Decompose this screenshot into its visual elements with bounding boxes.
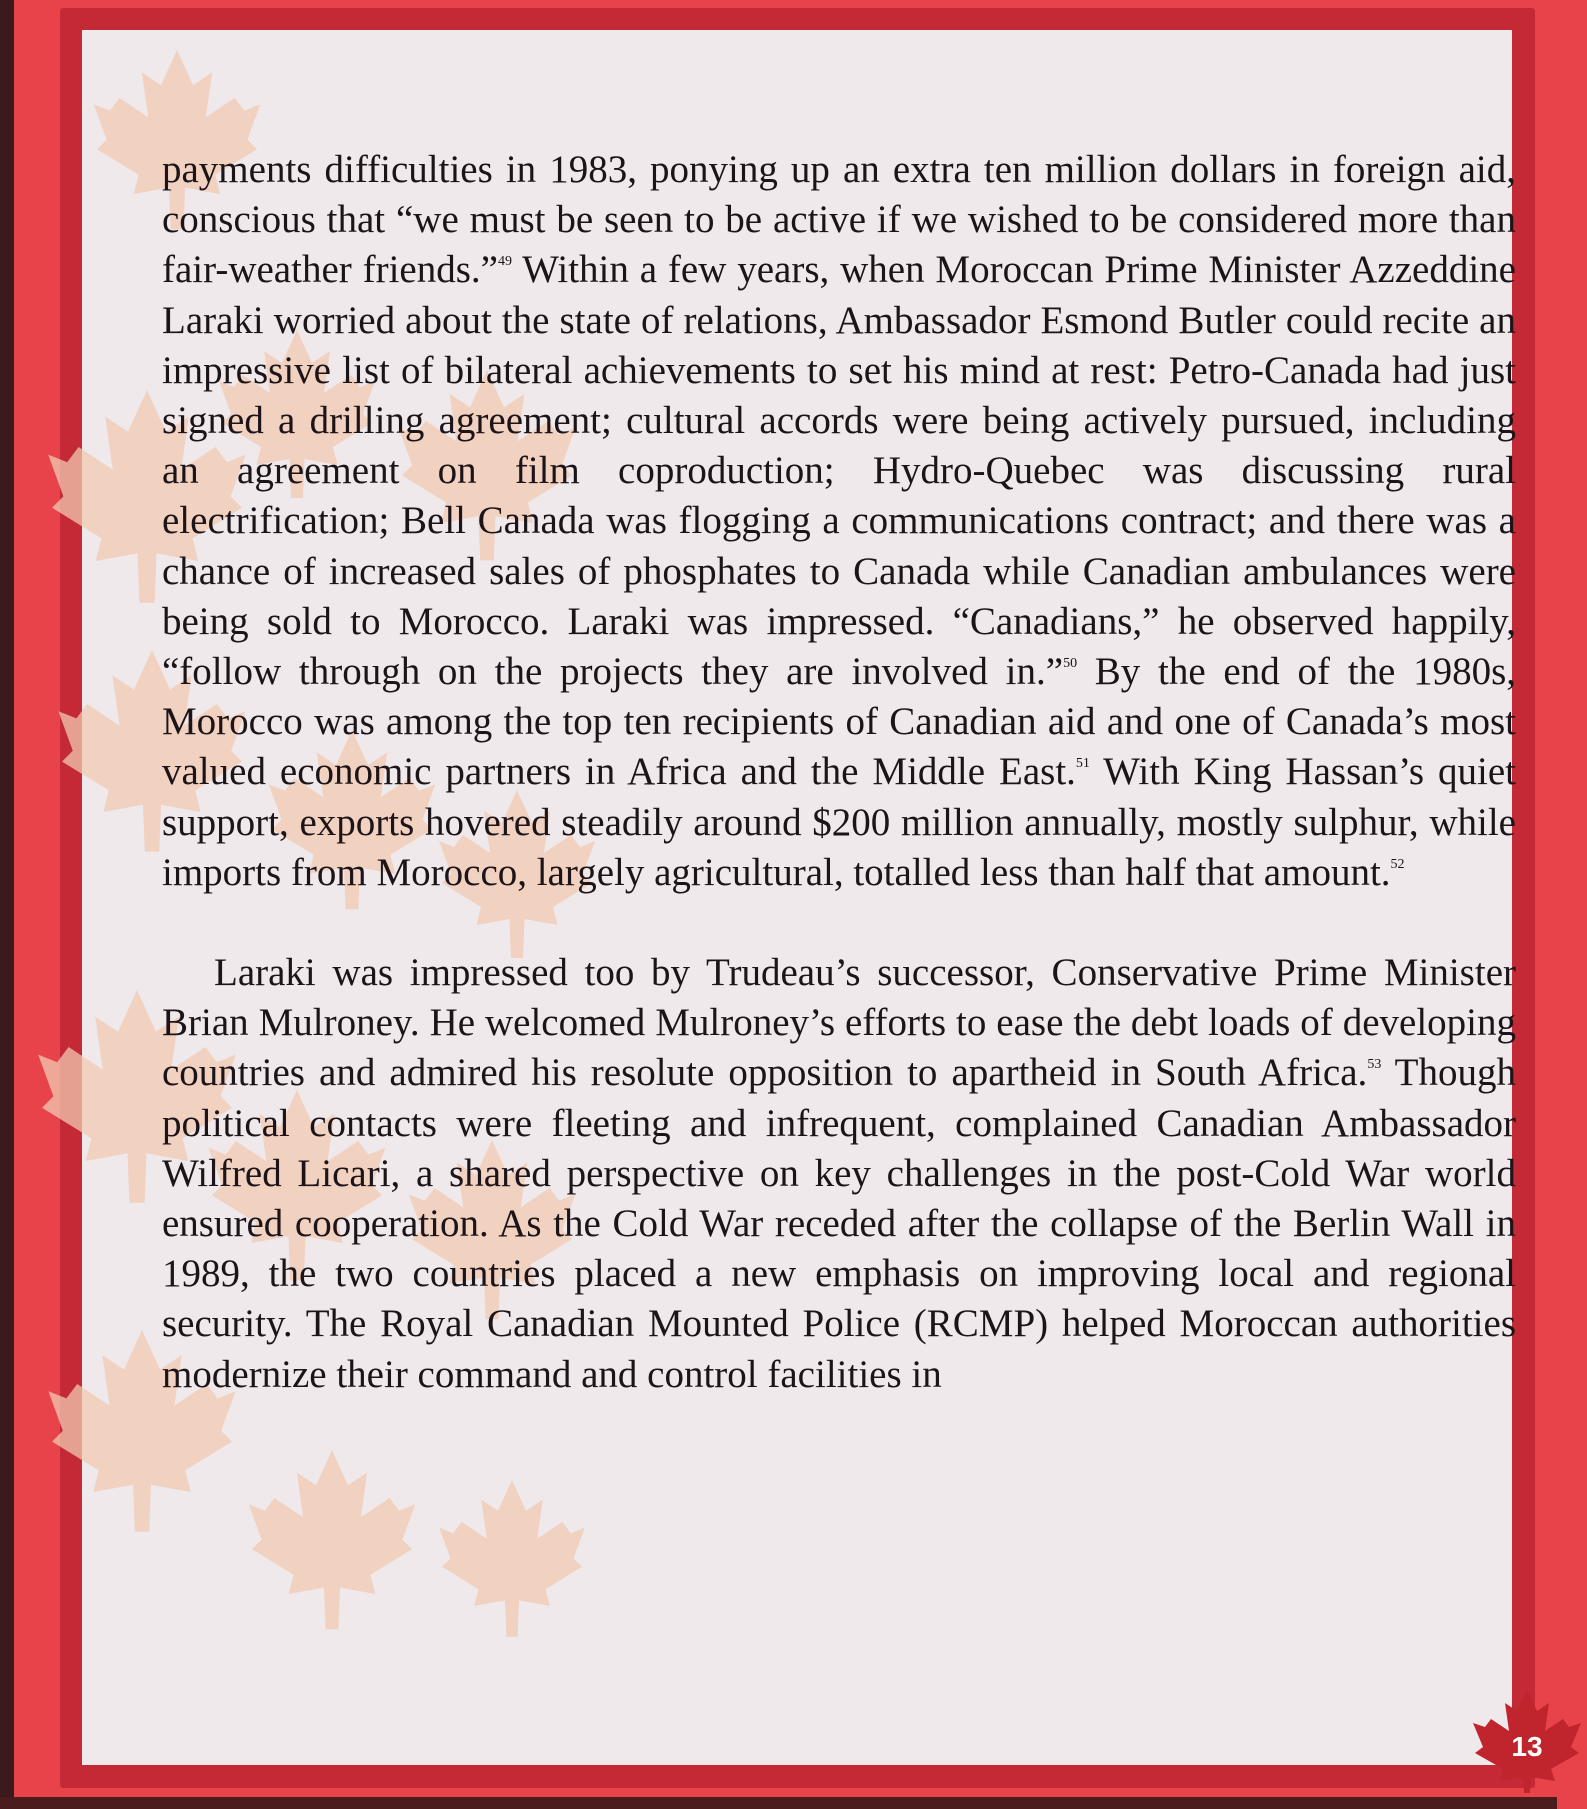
endnote-marker[interactable]: 53 (1367, 1057, 1382, 1073)
paragraph (162, 948, 1516, 1400)
endnote-marker[interactable]: 52 (1390, 856, 1405, 872)
paragraph-text: Within a few years, when Moroccan Prime Minister Azzeddine Laraki worried about the state of relations, Ambassador Esmond Butler could recite an impressive list of bilateral achievements to set his mind at rest: Petro-Canada had just signed a drilling agreement; cultural accords were being actively pursued, including an agreement on film coproduction; Hydro-Quebec was discussing rural electrification; Bell Canada was flogging a communications contract; and there was a chance of increased sales of phosphates to Canada while Canadian ambulances were being sold to Morocco. Laraki was impressed. “Canadians,” he observed happily, “follow through on the projects they are involved in.” (162, 248, 1516, 694)
body-text (162, 145, 1516, 1400)
paragraph-text: Though political contacts were fleeting and infrequent, complained Canadian Ambassador Wilfred Licari, a shared perspective on key challenges in the post-Cold War world ensured cooperation. As the Cold War receded after the collapse of the Berlin Wall in 1989, the two countries placed a new emphasis on improving local and regional security. The Royal Canadian Mounted Police (RCMP) helped Moroccan authorities modernize their command and control facilities in (162, 1051, 1516, 1396)
endnote-marker[interactable]: 49 (497, 254, 512, 270)
paragraph-text: Laraki was impressed too by Trudeau’s successor, Conservative Prime Minister Brian Mulroney. He welcomed Mulroney’s efforts to ease the debt loads of developing countries and admired his resolute opposition to apartheid in South Africa. (162, 951, 1516, 1095)
paragraph-text: With King Hassan’s quiet support, exports hovered steadily around $200 million annually, mostly sulphur, while imports from Morocco, largely agricultural, totalled less than half that amount. (162, 750, 1516, 894)
paragraph-text: By the end of the 1980s, Morocco was among the top ten recipients of Canadian aid and one of Canada’s most valued economic partners in Africa and the Middle East. (162, 650, 1516, 794)
page-bottom-shadow (0, 1797, 1557, 1809)
page-number-badge (1467, 1685, 1587, 1795)
document-page (82, 30, 1543, 1765)
page-edge-shadow (0, 0, 14, 1809)
paragraph (162, 145, 1516, 898)
page-number: 13 (1511, 1731, 1543, 1762)
endnote-marker[interactable]: 51 (1075, 756, 1090, 772)
paragraph-text: payments difficulties in 1983, ponying up an extra ten million dollars in foreign aid, conscious that “we must be seen to be active if we wished to be considered more than fair-weather friends.” (162, 148, 1516, 292)
endnote-marker[interactable]: 50 (1063, 656, 1078, 672)
